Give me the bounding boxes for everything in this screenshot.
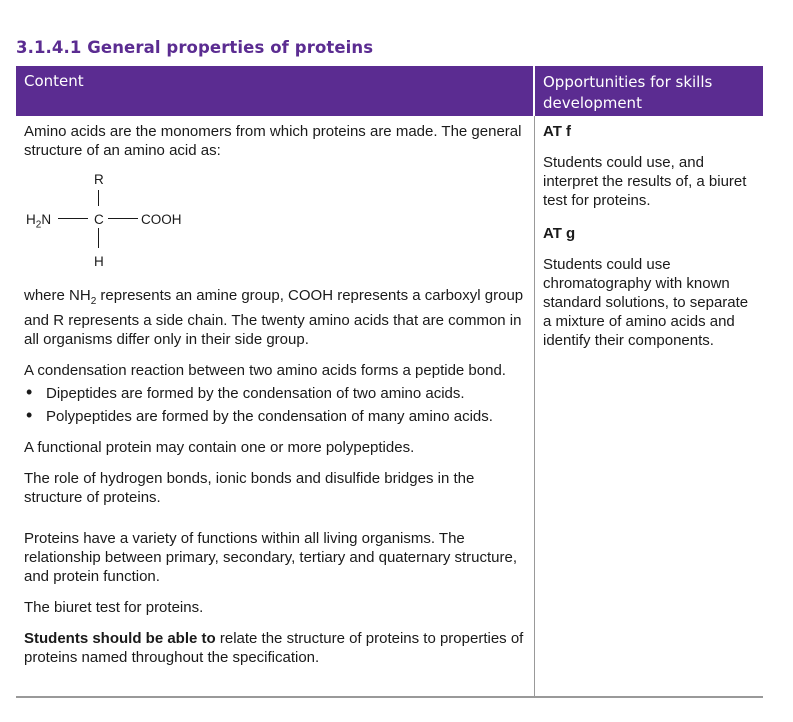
structure-bond-right <box>108 218 138 219</box>
content-column <box>24 122 530 667</box>
section-heading: 3.1.4.1 General properties of proteins <box>16 38 374 57</box>
structure-bond-left <box>58 218 88 219</box>
amino-acid-structure-diagram <box>24 160 530 270</box>
amino-acid-intro: Amino acids are the monomers from which proteins are made. The general structure of an amino acid as: <box>24 123 522 159</box>
table-bottom-rule <box>16 696 763 698</box>
at-f-label: AT f <box>543 123 572 140</box>
column-divider <box>534 116 535 698</box>
condensation-paragraph: A condensation reaction between two amino acids forms a peptide bond. <box>24 362 506 379</box>
functional-protein-paragraph: A functional protein may contain one or more polypeptides. <box>24 439 415 456</box>
content-column-header: Content <box>16 66 533 116</box>
biuret-paragraph: The biuret test for proteins. <box>24 599 204 616</box>
peptide-bullet-list <box>24 384 530 426</box>
structure-h-label: H <box>94 254 104 269</box>
list-item: • Dipeptides are formed by the condensation of two amino acids. <box>24 384 530 403</box>
list-item: • Polypeptides are formed by the condensation of many amino acids. <box>24 407 530 426</box>
skills-column <box>543 122 759 350</box>
at-g-text: Students could use chromatography with known standard solutions, to separate a mixture of amino acids and identify their components. <box>543 256 749 349</box>
structure-amine-label: $H_2N$ <box>26 212 52 231</box>
functions-paragraph: Proteins have a variety of functions within all living organisms. The relationship between primary, secondary, tertiary and quaternary structure, and protein function. <box>24 530 518 585</box>
at-g-label: AT g <box>543 225 576 242</box>
structure-carbon-label: C <box>94 212 104 227</box>
structure-explanation: where $NH_2$ represents an amine group, COOH represents a carboxyl group and R represents a side chain. The twenty amino acids that are common in all organisms differ only in their side group. <box>24 287 524 348</box>
structure-carboxyl-label: COOH <box>141 212 182 227</box>
skills-column-header: Opportunities for skills development <box>535 66 763 116</box>
structure-bond-bottom <box>98 228 99 248</box>
structure-r-label: R <box>94 172 104 187</box>
structure-bond-top <box>98 190 99 206</box>
bonds-paragraph: The role of hydrogen bonds, ionic bonds and disulfide bridges in the structure of proteins. <box>24 470 475 506</box>
spec-table <box>16 66 763 698</box>
at-f-text: Students could use, and interpret the results of, a biuret test for proteins. <box>543 154 747 209</box>
students-should-paragraph: Students should be able to relate the structure of proteins to properties of proteins named throughout the specification. <box>24 630 524 666</box>
